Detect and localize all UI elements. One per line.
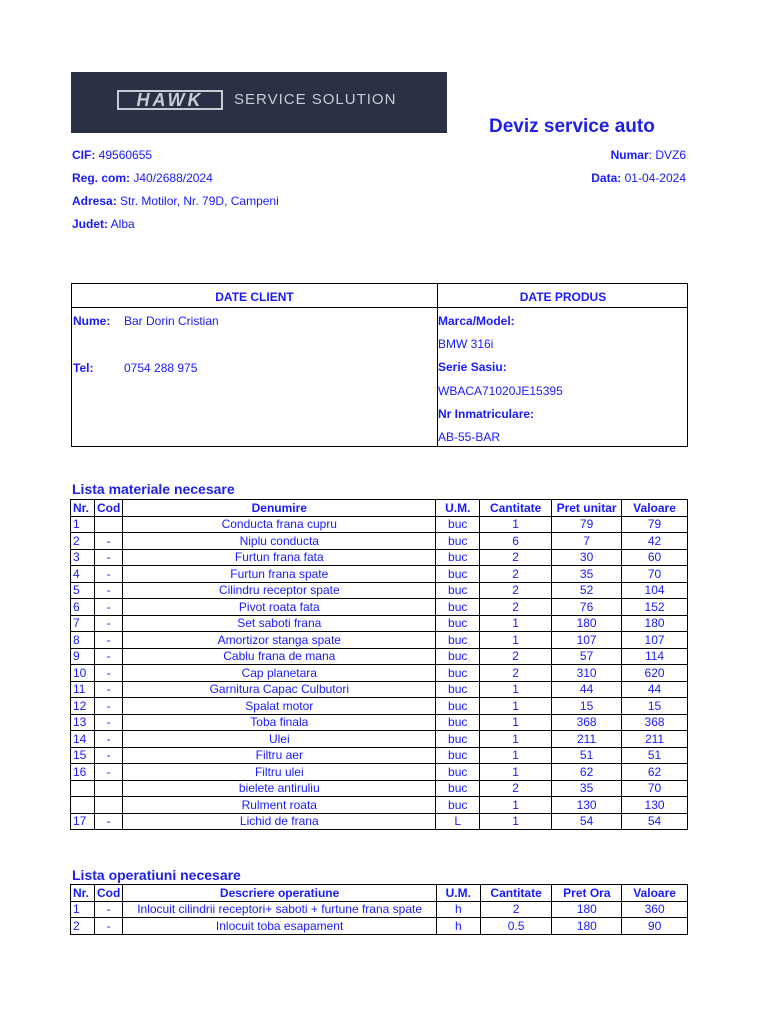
client-tel: 0754 288 975 <box>124 361 198 375</box>
address-label: Adresa: <box>72 194 117 208</box>
table-cell: - <box>94 566 122 583</box>
table-cell: - <box>94 599 122 616</box>
table-cell: - <box>94 731 122 748</box>
logo-banner <box>71 72 447 133</box>
table-cell: 90 <box>622 918 688 935</box>
table-cell: 13 <box>71 714 95 731</box>
table-cell <box>71 780 95 797</box>
table-cell: 16 <box>71 764 95 781</box>
table-cell: 7 <box>71 615 95 632</box>
table-cell: 2 <box>480 665 552 682</box>
table-cell: Filtru ulei <box>123 764 436 781</box>
operations-title: Lista operatiuni necesare <box>72 867 241 883</box>
table-cell: 4 <box>71 566 95 583</box>
table-cell: 15 <box>552 698 622 715</box>
table-cell: 9 <box>71 648 95 665</box>
operations-col-header: U.M. <box>436 885 480 902</box>
table-cell: Furtun frana spate <box>123 566 436 583</box>
materials-col-header: U.M. <box>436 500 480 517</box>
client-product-box <box>71 283 688 447</box>
table-cell: buc <box>436 681 480 698</box>
company-address <box>72 194 279 208</box>
table-cell: 180 <box>552 615 622 632</box>
table-cell: Set saboti frana <box>123 615 436 632</box>
table-cell: 2 <box>480 599 552 616</box>
table-cell: - <box>94 901 122 918</box>
table-cell: 60 <box>622 549 688 566</box>
table-cell: 11 <box>71 681 95 698</box>
table-cell: buc <box>436 632 480 649</box>
table-cell <box>94 797 122 814</box>
table-cell: - <box>94 615 122 632</box>
logo-tagline: SERVICE SOLUTION <box>234 91 397 108</box>
table-cell: 130 <box>552 797 622 814</box>
table-cell: - <box>94 813 122 830</box>
materials-header-row <box>71 500 688 517</box>
table-cell: 114 <box>622 648 688 665</box>
table-cell: 180 <box>552 918 622 935</box>
table-cell: 368 <box>552 714 622 731</box>
materials-col-header: Cod <box>94 500 122 517</box>
operations-col-header: Cantitate <box>480 885 552 902</box>
table-cell: 1 <box>480 813 552 830</box>
table-cell: bielete antiruliu <box>123 780 436 797</box>
product-vin-label: Serie Sasiu: <box>438 360 507 374</box>
table-cell: buc <box>436 780 480 797</box>
operations-table <box>70 884 688 935</box>
document-number: Numar: DVZ6 <box>610 148 686 162</box>
table-cell: 12 <box>71 698 95 715</box>
table-cell: 54 <box>552 813 622 830</box>
product-vin: WBACA71020JE15395 <box>438 384 563 398</box>
table-cell: 310 <box>552 665 622 682</box>
table-cell: 51 <box>552 747 622 764</box>
table-cell: - <box>94 747 122 764</box>
table-cell: 30 <box>552 549 622 566</box>
table-cell: Inlocuit toba esapament <box>123 918 437 935</box>
table-cell: 14 <box>71 731 95 748</box>
table-cell: - <box>94 764 122 781</box>
table-cell: 0.5 <box>480 918 552 935</box>
table-cell: 5 <box>71 582 95 599</box>
materials-col-header: Nr. <box>71 500 95 517</box>
table-cell: 2 <box>480 780 552 797</box>
table-cell: 51 <box>622 747 688 764</box>
table-cell: 152 <box>622 599 688 616</box>
table-cell: 211 <box>622 731 688 748</box>
table-cell: 180 <box>552 901 622 918</box>
table-cell: Conducta frana cupru <box>123 516 436 533</box>
table-row <box>71 566 688 583</box>
table-cell: buc <box>436 549 480 566</box>
table-cell: Cap planetara <box>123 665 436 682</box>
table-cell: 107 <box>622 632 688 649</box>
county-value: Alba <box>110 217 135 231</box>
table-cell: 62 <box>622 764 688 781</box>
table-cell: 2 <box>480 582 552 599</box>
cif-value: 49560655 <box>98 148 153 162</box>
table-cell: 7 <box>552 533 622 550</box>
table-cell: 1 <box>480 764 552 781</box>
table-row <box>71 901 688 918</box>
table-cell: buc <box>436 615 480 632</box>
table-cell: Niplu conducta <box>123 533 436 550</box>
table-cell: 70 <box>622 780 688 797</box>
table-row <box>71 632 688 649</box>
table-cell: 2 <box>71 918 95 935</box>
table-cell: 1 <box>480 615 552 632</box>
number-label: Numar <box>610 148 649 162</box>
table-cell: 76 <box>552 599 622 616</box>
table-cell: 107 <box>552 632 622 649</box>
table-row <box>71 780 688 797</box>
table-cell: h <box>436 901 480 918</box>
table-cell: 211 <box>552 731 622 748</box>
table-cell: - <box>94 714 122 731</box>
operations-col-header: Valoare <box>622 885 688 902</box>
materials-col-header: Cantitate <box>480 500 552 517</box>
table-cell: Filtru aer <box>123 747 436 764</box>
materials-col-header: Denumire <box>123 500 436 517</box>
table-cell: buc <box>436 648 480 665</box>
operations-col-header: Descriere operatiune <box>123 885 437 902</box>
table-row <box>71 797 688 814</box>
table-cell: 2 <box>480 566 552 583</box>
table-cell: 42 <box>622 533 688 550</box>
table-cell: 79 <box>552 516 622 533</box>
table-cell: - <box>94 549 122 566</box>
table-cell: 1 <box>480 516 552 533</box>
company-cif <box>72 148 152 162</box>
table-row <box>71 582 688 599</box>
table-cell: 44 <box>552 681 622 698</box>
table-cell: 15 <box>622 698 688 715</box>
operations-col-header: Cod <box>94 885 122 902</box>
document-date <box>591 171 686 185</box>
client-name-label: Nume: <box>73 314 111 328</box>
table-row <box>71 648 688 665</box>
product-header: DATE PRODUS <box>519 290 607 304</box>
materials-col-header: Pret unitar <box>552 500 622 517</box>
table-cell: - <box>94 665 122 682</box>
table-cell: Furtun frana fata <box>123 549 436 566</box>
table-cell: Cilindru receptor spate <box>123 582 436 599</box>
reg-value: J40/2688/2024 <box>133 171 213 185</box>
table-cell: 52 <box>552 582 622 599</box>
table-cell: 62 <box>552 764 622 781</box>
table-cell: 79 <box>622 516 688 533</box>
table-cell: buc <box>436 764 480 781</box>
table-cell: 1 <box>480 681 552 698</box>
company-reg <box>72 171 213 185</box>
table-cell: buc <box>436 533 480 550</box>
table-row <box>71 714 688 731</box>
number-value: DVZ6 <box>655 148 686 162</box>
materials-title: Lista materiale necesare <box>72 481 235 497</box>
table-cell: - <box>94 632 122 649</box>
table-cell: 35 <box>552 566 622 583</box>
table-cell: 180 <box>622 615 688 632</box>
product-model-label: Marca/Model: <box>438 314 515 328</box>
table-cell: Pivot roata fata <box>123 599 436 616</box>
product-plate: AB-55-BAR <box>438 430 501 444</box>
table-cell: buc <box>436 566 480 583</box>
table-cell: 8 <box>71 632 95 649</box>
table-cell: 6 <box>71 599 95 616</box>
document-title: Deviz service auto <box>489 116 655 137</box>
table-cell: 2 <box>480 648 552 665</box>
table-cell: 1 <box>480 698 552 715</box>
table-row <box>71 698 688 715</box>
logo-brand: HAWK <box>117 90 223 110</box>
table-row <box>71 615 688 632</box>
company-county <box>72 217 135 231</box>
table-cell: 620 <box>622 665 688 682</box>
table-row <box>71 665 688 682</box>
table-cell: 368 <box>622 714 688 731</box>
table-cell: 35 <box>552 780 622 797</box>
box-header-divider <box>72 307 687 308</box>
table-cell: buc <box>436 582 480 599</box>
table-cell: 15 <box>71 747 95 764</box>
table-cell: buc <box>436 747 480 764</box>
table-cell: h <box>436 918 480 935</box>
table-cell: Garnitura Capac Culbutori <box>123 681 436 698</box>
operations-header-row <box>71 885 688 902</box>
cif-label: CIF: <box>72 148 96 162</box>
table-cell: buc <box>436 599 480 616</box>
table-cell: Toba finala <box>123 714 436 731</box>
table-row <box>71 599 688 616</box>
table-cell: buc <box>436 731 480 748</box>
county-label: Judet: <box>72 217 108 231</box>
table-cell: 10 <box>71 665 95 682</box>
table-row <box>71 764 688 781</box>
date-value: 01-04-2024 <box>624 171 686 185</box>
table-row <box>71 549 688 566</box>
table-cell: 1 <box>480 632 552 649</box>
table-cell: 104 <box>622 582 688 599</box>
materials-col-header: Valoare <box>622 500 688 517</box>
operations-col-header: Pret Ora <box>552 885 622 902</box>
table-cell: Lichid de frana <box>123 813 436 830</box>
client-header: DATE CLIENT <box>215 290 294 304</box>
table-cell: 1 <box>71 901 95 918</box>
address-value: Str. Motilor, Nr. 79D, Campeni <box>120 194 279 208</box>
table-cell: - <box>94 533 122 550</box>
table-cell: Rulment roata <box>123 797 436 814</box>
product-plate-label: Nr Inmatriculare: <box>438 407 535 421</box>
table-cell: buc <box>436 698 480 715</box>
table-cell: Spalat motor <box>123 698 436 715</box>
table-cell <box>71 797 95 814</box>
table-cell: buc <box>436 714 480 731</box>
table-row <box>71 747 688 764</box>
table-cell: 6 <box>480 533 552 550</box>
table-cell: buc <box>436 797 480 814</box>
table-cell: 130 <box>622 797 688 814</box>
table-cell: 2 <box>480 549 552 566</box>
table-row <box>71 918 688 935</box>
table-row <box>71 533 688 550</box>
reg-label: Reg. com: <box>72 171 131 185</box>
table-cell <box>94 780 122 797</box>
table-cell: 54 <box>622 813 688 830</box>
table-cell: 1 <box>480 731 552 748</box>
table-cell: 2 <box>71 533 95 550</box>
table-cell: 1 <box>480 747 552 764</box>
table-cell: - <box>94 582 122 599</box>
table-cell: buc <box>436 516 480 533</box>
table-row <box>71 681 688 698</box>
materials-table <box>70 499 688 830</box>
table-cell: Inlocuit cilindrii receptori+ saboti + furtune frana spate <box>123 901 437 918</box>
table-cell: Amortizor stanga spate <box>123 632 436 649</box>
product-model: BMW 316i <box>438 337 494 351</box>
table-cell: - <box>94 648 122 665</box>
table-cell: Ulei <box>123 731 436 748</box>
table-cell: - <box>94 681 122 698</box>
table-cell: buc <box>436 665 480 682</box>
table-cell <box>94 516 122 533</box>
table-cell: - <box>94 918 122 935</box>
client-tel-label: Tel: <box>73 361 94 375</box>
table-cell: 360 <box>622 901 688 918</box>
table-cell: 1 <box>480 714 552 731</box>
table-row <box>71 731 688 748</box>
table-cell: L <box>436 813 480 830</box>
table-cell: - <box>94 698 122 715</box>
table-cell: 1 <box>71 516 95 533</box>
operations-col-header: Nr. <box>71 885 95 902</box>
table-cell: 1 <box>480 797 552 814</box>
table-row <box>71 813 688 830</box>
table-cell: 70 <box>622 566 688 583</box>
table-cell: 3 <box>71 549 95 566</box>
table-cell: 2 <box>480 901 552 918</box>
table-cell: 44 <box>622 681 688 698</box>
table-cell: Cablu frana de mana <box>123 648 436 665</box>
table-cell: 57 <box>552 648 622 665</box>
client-name: Bar Dorin Cristian <box>124 314 219 328</box>
table-row <box>71 516 688 533</box>
date-label: Data: <box>591 171 622 185</box>
table-cell: 17 <box>71 813 95 830</box>
